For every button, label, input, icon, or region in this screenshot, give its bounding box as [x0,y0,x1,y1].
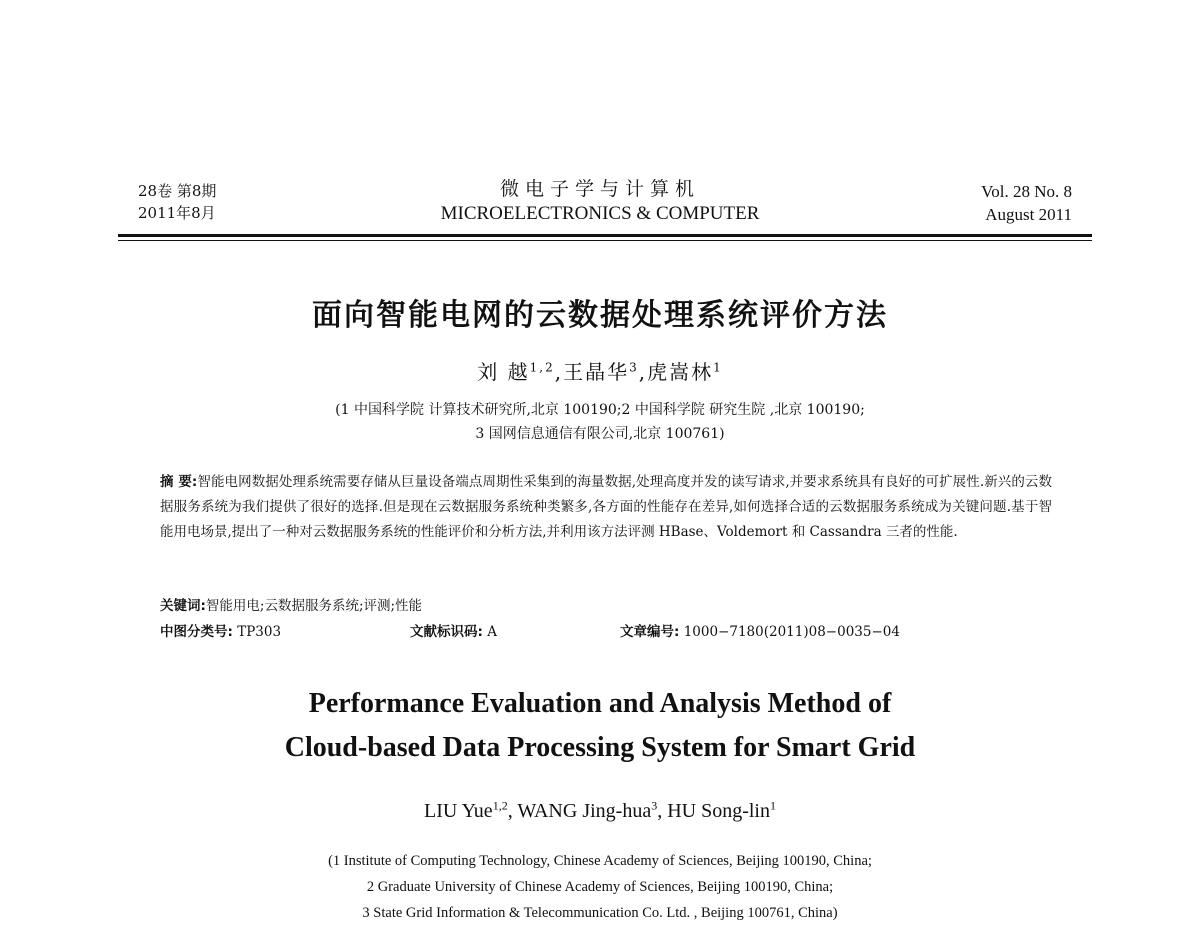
author-en-2-affil: 3 [651,798,658,813]
keywords-text: 智能用电;云数据服务系统;评测;性能 [205,598,423,614]
date-en: August 2011 [985,205,1072,224]
authors-cn: 刘 越$^{1,2}$,王晶华$^3$,虎嵩林$^1$ [477,360,723,384]
journal-name-block [300,176,900,226]
author-en-3-affil: 1 [770,798,776,813]
doc-code-value: A [487,624,497,640]
author-en-1-affil: 1,2 [492,798,508,813]
doc-code-label: 文献标识码: [410,624,483,640]
author-en-3: HU Song-lin [667,800,770,822]
paper-title-en-line-2: Cloud-based Data Processing System for Smart Grid [284,732,916,763]
author-cn-2: 王晶华 [563,360,630,384]
author-cn-1: 刘 越 [477,360,530,384]
author-cn-3-affil: 1 [713,360,723,375]
clc-value: TP303 [237,624,282,640]
affiliation-en-line-3: 3 State Grid Information & Telecommunication Co. Ltd. , Beijing 100761, China) [362,905,838,921]
author-cn-2-affil: 3 [629,360,639,375]
keywords-cn [160,594,422,619]
header-rule-thin [118,240,1092,241]
article-no-label: 文章编号: [620,624,680,640]
paper-title-cn: 面向智能电网的云数据处理系统评价方法 [312,298,888,333]
author-cn-3: 虎嵩林 [647,360,714,384]
author-cn-1-affil: 1,2 [529,360,555,375]
volume-issue-en: Vol. 28 No. 8 [981,182,1072,201]
doc-code-field [410,620,497,645]
abstract-label: 摘 要: [160,474,198,490]
affiliations-en [0,848,1200,926]
article-no-field [620,620,900,645]
journal-name-en: MICROELECTRONICS & COMPUTER [440,203,760,224]
author-en-2: WANG Jing-hua [517,800,652,822]
abstract-text: 智能电网数据处理系统需要存储从巨量设备端点周期性采集到的海量数据,处理高度并发的读写请求,并要求系统具有良好的可扩展性.新兴的云数据服务系统为我们提供了很好的选择.但是现在云数据服务系统种类繁多,各方面的性能存在差异,如何选择合适的云数据服务系统成为关键问题.基于智能用电场景,提出了一种对云数据服务系统的性能评价和分析方法,并利用该方法评测 HBase、Voldemort 和 Cassandra 三者的性能. [160,474,1052,540]
affiliations-cn [0,398,1200,446]
journal-name-cn: 微电子学与计算机 [499,178,700,200]
clc-field [160,620,281,645]
date-cn: 2011年8月 [138,204,216,222]
header-rule-thick [118,234,1092,237]
paper-title-en [0,682,1200,770]
clc-label: 中图分类号: [160,624,233,640]
affiliation-en-line-2: 2 Graduate University of Chinese Academy of Sciences, Beijing 100190, China; [366,879,834,895]
paper-title-en-line-1: Performance Evaluation and Analysis Method of [308,688,892,719]
keywords-label: 关键词: [160,598,206,614]
affiliation-cn-line-1: (1 中国科学院 计算技术研究所,北京 100190;2 中国科学院 研究生院 ,北京 100190; [335,402,865,418]
header-volume-cn-block [138,180,216,224]
abstract-cn [160,470,1052,545]
affiliation-en-line-1: (1 Institute of Computing Technology, Chinese Academy of Sciences, Beijing 100190, China; [328,853,872,869]
author-en-1: LIU Yue [424,800,493,822]
article-no-value: 1000−7180(2011)08−0035−04 [683,624,900,640]
volume-issue-cn: 28卷 第8期 [138,182,217,200]
authors-en: LIU Yue$^{1,2}$, WANG Jing-hua$^3$, HU Song-lin$^1$ [424,798,776,822]
header-volume-en-block [981,180,1072,226]
affiliation-cn-line-2: 3 国网信息通信有限公司,北京 100761) [475,426,725,442]
